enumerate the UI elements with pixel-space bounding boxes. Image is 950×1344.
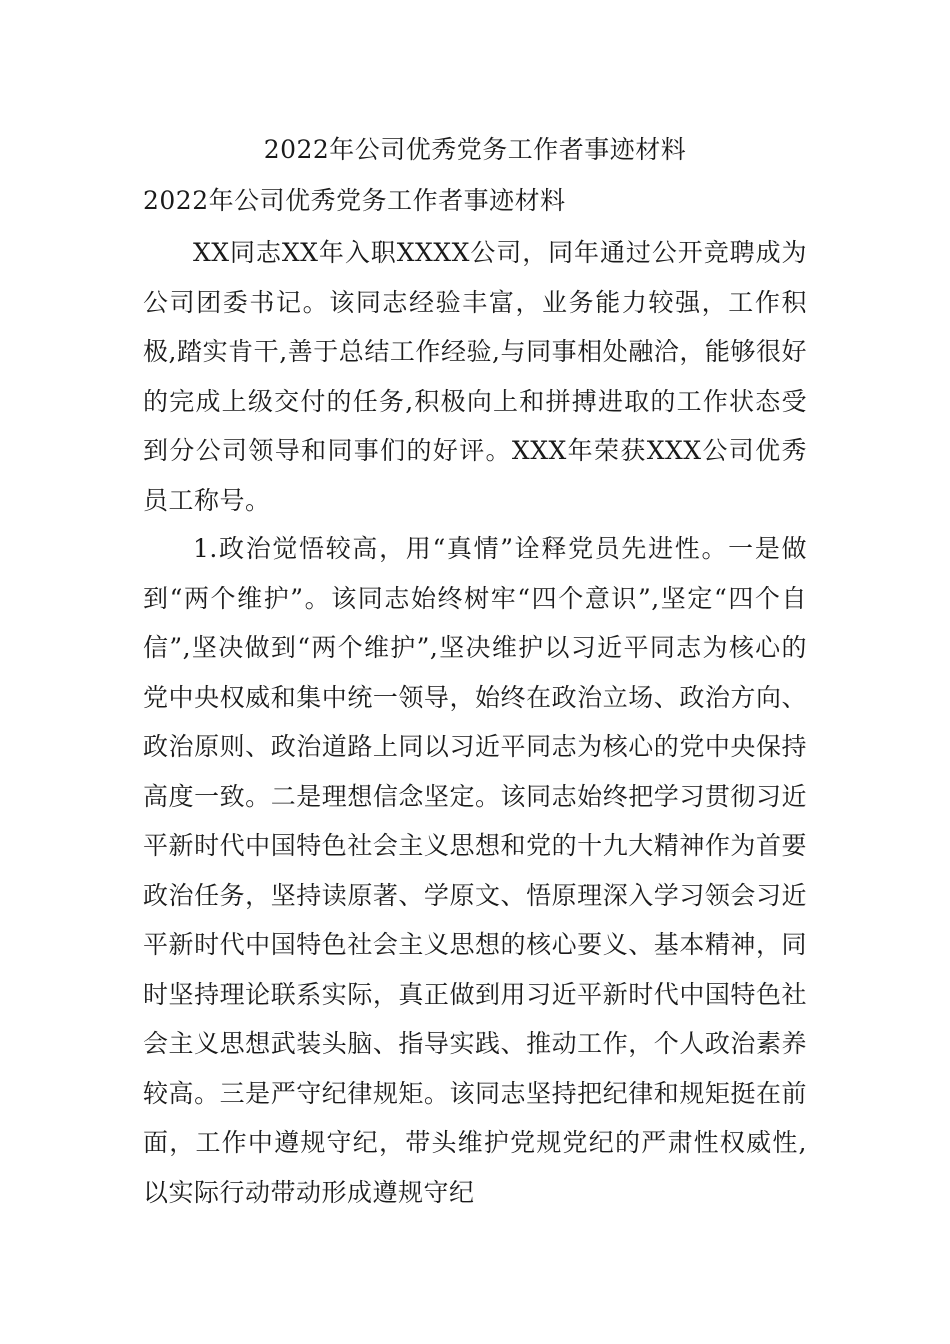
document-title: 2022年公司优秀党务工作者事迹材料 bbox=[263, 135, 687, 164]
body-paragraph-political: 1.政治觉悟较高，用“真情”诠释党员先进性。一是做到“两个维护”。该同志始终树牢“四个意识”,坚定“四个自信”,坚决做到“两个维护”,坚决维护以习近平同志为核心的党中央权威和集中统一领导，始终在政治立场、政治方向、政治原则、政治道路上同以习近平同志为核心的党中央保持高度一致。二是理想信念坚定。该同志始终把学习贯彻习近平新时代中国特色社会主义思想和党的十九大精神作为首要政治任务，坚持读原著、学原文、悟原理深入学习领会习近平新时代中国特色社会主义思想的核心要义、基本精神，同时坚持理论联系实际，真正做到用习近平新时代中国特色社会主义思想武装头脑、指导实践、推动工作，个人政治素养较高。三是严守纪律规矩。该同志坚持把纪律和规矩挺在前面，工作中遵规守纪，带头维护党规党纪的严肃性权威性,以实际行动带动形成遵规守纪 bbox=[143, 534, 807, 1207]
body-paragraph-intro: XX同志XX年入职XXXX公司，同年通过公开竞聘成为公司团委书记。该同志经验丰富，业务能力较强，工作积极,踏实肯干,善于总结工作经验,与同事相处融洽，能够很好的完成上级交付的任务,积极向上和拼搏进取的工作状态受到分公司领导和同事们的好评。XXX年荣获XXX公司优秀员工称号。 bbox=[143, 238, 807, 515]
document-subtitle: 2022年公司优秀党务工作者事迹材料 bbox=[143, 186, 566, 215]
